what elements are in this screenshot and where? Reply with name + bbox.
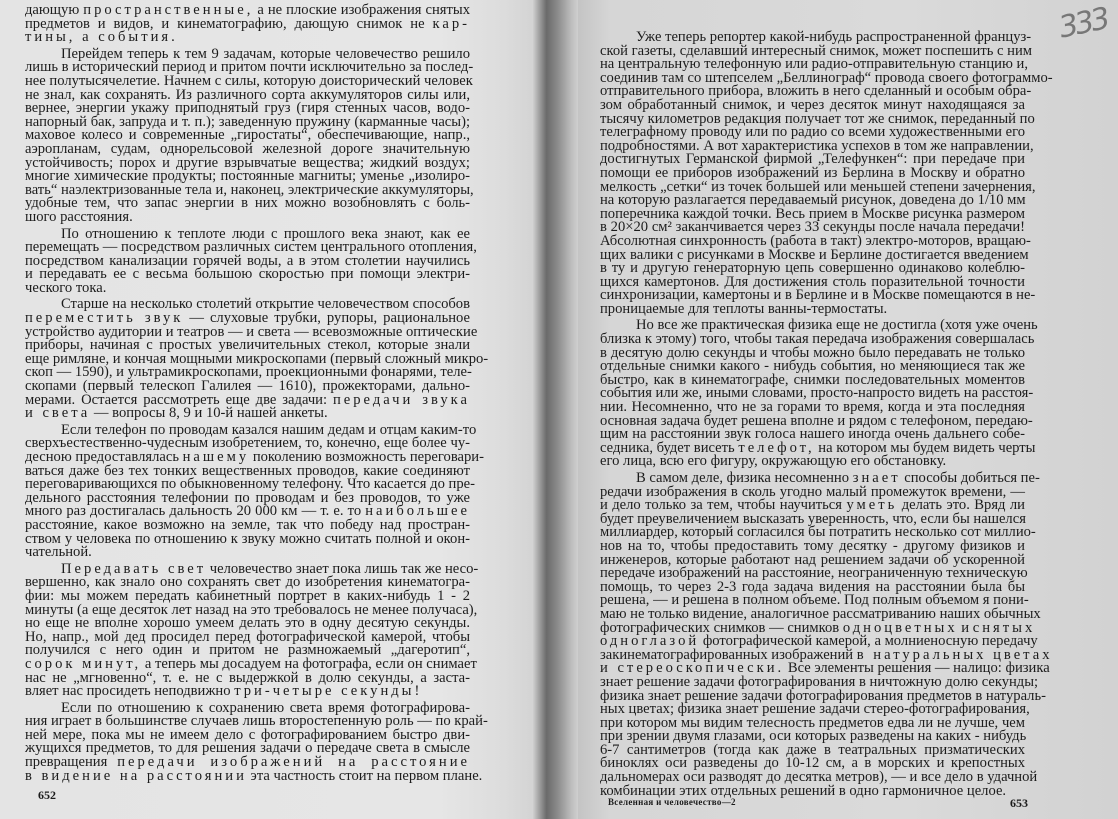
text-run: помощи ее приборов изображений из Берлина в Москву и обратно bbox=[600, 164, 1025, 181]
text-run: поперечника каждой точки. Весь прием в Москве рисунка размером bbox=[600, 205, 1025, 222]
text-run: Но все же практическая физика еще не достигла (хотя уже очень bbox=[636, 317, 1038, 334]
text-run: предметов и видов, и кинематографию, дающую снимок не bbox=[25, 15, 433, 32]
text-run: нас не „мгновенно“, т. е. не с выдержкой в долю секунды, а заста- bbox=[25, 669, 470, 686]
spaced-emphasis: переместить звук bbox=[25, 310, 184, 327]
text-run: — вопросы 8, 9 и 10-й нашей анкеты. bbox=[90, 405, 328, 422]
text-run: основная задача будет решена вполне и рядом с телефоном, передаю- bbox=[600, 412, 1033, 429]
text-run: маю не только видение, аналогичное рассматриванию наших обычных bbox=[600, 605, 1041, 622]
text-run: на котором мы будем видеть черты bbox=[814, 439, 1036, 456]
text-run: но еще не вполне хорошо умеем делать это в одну десятую секунды. bbox=[25, 615, 470, 632]
text-run: щих валики с рисунками в Москве и Берлине достигается введением bbox=[600, 246, 1029, 263]
text-run: скопами (первый телескоп Галилея — 1610), прожекторами, дально- bbox=[25, 378, 470, 395]
text-run: Но, напр., мой дед просидел перед фотографической камерой, чтобы bbox=[25, 628, 470, 645]
text-run: отдельные снимки какого - нибудь события, но меняющиеся так же bbox=[600, 358, 1025, 375]
spaced-emphasis: наибольшее bbox=[365, 503, 470, 520]
text-run: нов на то, чтобы предоставить тому десятку - другому физиков и bbox=[600, 537, 1025, 554]
text-line bbox=[25, 208, 470, 225]
spaced-emphasis: и стереоскопически. bbox=[600, 660, 785, 677]
spaced-emphasis: знает bbox=[852, 470, 901, 486]
text-run: ных цветах; физика знает решение задачи стерео-фотографирования, bbox=[600, 701, 1030, 718]
text-run: устойчивость; порох и другие взрывчатые вещества; жидкий воздух; bbox=[25, 154, 470, 171]
text-run: делать это. Вряд ли bbox=[897, 497, 1025, 514]
spaced-emphasis: телефот, bbox=[738, 439, 815, 456]
text-line bbox=[600, 300, 1025, 317]
text-run: сверхъестественно-чудесным изобретением, то, конечно, еще более чу- bbox=[25, 435, 470, 452]
text-run: помощь, то через 2-3 года задача видения на расстоянии была бы bbox=[600, 578, 1025, 595]
text-run: телеграфному проводу или по радио со всеми художественными его bbox=[600, 124, 1025, 141]
text-run: — слуховые трубки, рупоры, рациональное bbox=[183, 310, 470, 327]
text-line bbox=[25, 279, 470, 296]
right-page-text bbox=[600, 29, 1053, 799]
text-run: шого расстояния. bbox=[25, 208, 133, 225]
book-gutter bbox=[533, 0, 578, 819]
text-line bbox=[25, 407, 470, 421]
text-run: Старше на несколько столетий открытие человечеством способов bbox=[61, 296, 470, 313]
text-run: вершенно, как знало оно сохранять свет до изобретения кинематогра- bbox=[25, 574, 470, 591]
text-run: биноклях оси разведены до 10-12 см, а в морских и крепостных bbox=[600, 755, 1025, 772]
text-run: Уже теперь репортер какой-нибудь распространенной француз- bbox=[636, 29, 1032, 45]
text-run: расстояние, какое возможно на земле, так что победу над простран- bbox=[25, 516, 470, 533]
text-line bbox=[25, 31, 470, 45]
text-run: закинематографированных изображений bbox=[600, 646, 857, 663]
text-run: события или же, иными словами, просто-напросто видеть на расстоя- bbox=[600, 385, 1034, 402]
spaced-emphasis: в натуральных цветах bbox=[856, 646, 1053, 663]
text-run: чательной. bbox=[25, 544, 92, 561]
text-run: Все элементы решения — налицо: физика bbox=[784, 660, 1050, 677]
spaced-emphasis: передачи изображений на расстояние bbox=[117, 754, 470, 771]
text-run: эта частность стоит на первом плане. bbox=[246, 767, 483, 784]
text-run: минуты (а еще десяток лет назад на это требовалось не менее получаса), bbox=[25, 601, 478, 618]
text-run: скоп — 1590), и ультрамикроскопами, проекционными фонарями, теле- bbox=[25, 364, 472, 381]
spaced-emphasis: одноцветных bbox=[842, 619, 958, 636]
spaced-emphasis: три-четыре секунды! bbox=[234, 683, 423, 700]
footer-signature-title: Вселенная и человечество—2 bbox=[608, 797, 736, 807]
text-run: нии. Несомненно, что не за горами то время, когда и эта последняя bbox=[600, 399, 1025, 416]
text-run: способы добиться пе- bbox=[900, 470, 1040, 486]
text-run: аэропланам, судам, однорельсовой железной дороге значительную bbox=[25, 140, 470, 157]
text-run: ской газеты, сделавший интересный снимок, может поспешить с ним bbox=[600, 42, 1032, 59]
text-run: зом обработанный снимок, и через десяток минут находящаяся за bbox=[600, 96, 1025, 113]
text-run: комбинации этих отдельных решений в одно гармоничное целое. bbox=[600, 782, 1007, 799]
text-run: щим на расстоянии звук голоса нашего иногда очень дальнего собе- bbox=[600, 426, 1025, 443]
text-run: и bbox=[957, 619, 973, 636]
text-run: дельного расстояния телефонии по проводам и без проводов, то уже bbox=[25, 489, 470, 506]
handwritten-folio-number: 333 bbox=[1055, 1, 1111, 46]
text-run: физика знает решение задачи фотографирования предметов в натураль- bbox=[600, 687, 1046, 704]
text-run: По отношению к теплоте люди с прошлого века знают, как ее bbox=[61, 225, 470, 242]
text-run: фии: мы можем передать кабинетный портрет в каких-нибудь 1 - 2 bbox=[25, 587, 470, 604]
text-run: фотографических снимков — снимков bbox=[600, 619, 843, 636]
text-run: его лица, всю его фигуру, окружающую его обстановку. bbox=[600, 453, 947, 470]
text-run: при котором мы видим телесность предметов едва ли не лучше, чем bbox=[600, 714, 1025, 731]
text-run: тысячу километров редакция получает тот же снимок, переданный по bbox=[600, 110, 1035, 127]
text-run: знает решение задачи фотографирования в ничтожную долю секунды; bbox=[600, 673, 1039, 690]
text-run: перемещать — посредством различных систем центрального отопления, bbox=[25, 239, 477, 256]
text-run: решена, — и решена в полном объеме. Под полным объемом я пони- bbox=[600, 592, 1029, 609]
text-run: на центральную телефонную или радио-отправительную станцию и, bbox=[600, 56, 1028, 73]
text-run: близка к этому) того, чтобы такая передача изображения совершалась bbox=[600, 331, 1035, 348]
text-run: ством у человека по отношению к звуку можно считать полной и окон- bbox=[25, 530, 470, 547]
text-run: передаче изображений на расстояние, неограниченную техническую bbox=[600, 565, 1028, 582]
text-run: ваться даже без тех тонких вещественных проводов, какие соединяют bbox=[25, 462, 470, 479]
text-run: Перейдем теперь к тем 9 задачам, которые человечество решило bbox=[61, 45, 470, 62]
left-page bbox=[0, 0, 548, 819]
text-run: а теперь мы досадуем на фотографа, если он снимает bbox=[141, 655, 477, 672]
text-run: редачи изображения в сколь угодно малый промежуток времени, — bbox=[600, 483, 1025, 500]
text-run: вать“ наэлектризованные тела и, наконец, электрические аккумуляторы, bbox=[25, 181, 474, 198]
text-run: напорный бак, запруда и т. п.); заведенную пружину (карманные часы); bbox=[25, 113, 470, 130]
text-run: не знал, как сохранять. Из различного сорта аккумуляторов силы или, bbox=[25, 86, 470, 103]
text-run: приборы, начиная с простых увеличительных стекол, которые знали bbox=[25, 337, 470, 354]
text-line bbox=[25, 767, 483, 784]
text-run: мелкость „сетки“ из точек большей или меньшей степени зачернения, bbox=[600, 178, 1036, 195]
spaced-emphasis: снятых bbox=[972, 619, 1036, 636]
text-run: седника, будет висеть bbox=[600, 439, 739, 456]
text-run: дальномерах оси разводят до десятка метров), — и все дело в удачной bbox=[600, 769, 1038, 786]
text-run: фотографической камерой, а молниеносную передачу bbox=[699, 633, 1038, 650]
text-line bbox=[25, 546, 470, 560]
text-run: проницаемые для теплоты ванны-термостаты. bbox=[600, 300, 888, 317]
text-run: жущихся предметов, то для решения задачи о передаче света в смысле bbox=[25, 740, 470, 757]
text-run: Если по отношению к сохранению света время фотографирова- bbox=[61, 699, 470, 716]
text-run: нее полутысячелетие. Начнем с силы, которую доисторический человек bbox=[25, 72, 473, 89]
right-page bbox=[578, 0, 1118, 819]
text-run: инженеров, которые работают над решением задачи об ускоренной bbox=[600, 551, 1025, 568]
text-run: вляет нас просидеть неподвижно bbox=[25, 683, 235, 700]
text-run: мерами. Остается рассмотреть еще две задачи: bbox=[25, 391, 333, 408]
text-run: посредством канализации горячей воды, а в этом столетии научились bbox=[25, 252, 470, 269]
left-page-text bbox=[25, 2, 489, 784]
spaced-emphasis: одноглазой bbox=[600, 633, 700, 650]
text-run: в ту и другую генераторную цепь совершенно одинаково колеблю- bbox=[600, 260, 1025, 277]
text-run: много раз достигалась дальность 20 000 км — т. е. то bbox=[25, 503, 366, 520]
text-run: человечество знает пока лишь так же несо- bbox=[206, 560, 479, 577]
text-run: а не плоские изображения снятых bbox=[253, 2, 470, 18]
text-line bbox=[600, 455, 1025, 469]
text-run: превращения bbox=[25, 754, 118, 771]
text-run: поколению возможность переговари- bbox=[249, 449, 484, 465]
text-line bbox=[25, 685, 470, 699]
text-run: десною предоставлялась bbox=[25, 449, 183, 465]
text-run: маховое колесо и современные „гиростаты“, обеспечивающие, напр., bbox=[25, 127, 470, 144]
text-run: еще римляне, и кончая мощными микроскопами (первый сложный микро- bbox=[25, 350, 489, 367]
spaced-emphasis: сорок минут, bbox=[25, 655, 142, 672]
spaced-emphasis: уметь bbox=[846, 497, 898, 514]
text-run: и передавать ее с весьма большою скоростью при помощи электри- bbox=[25, 266, 470, 283]
spaced-emphasis: передачи звука bbox=[332, 391, 470, 408]
text-run: получился с него один и притом не размножаемый „дагеротип“, bbox=[25, 642, 470, 659]
text-run: в 20×20 см² заканчивается через 33 секунды после начала передачи! bbox=[600, 219, 1025, 236]
text-run: ческого тока. bbox=[25, 279, 107, 296]
text-run: и дело только за тем, чтобы научиться bbox=[600, 497, 847, 514]
text-run: щихся камертонов. Для достижения столь поразительной точности bbox=[600, 273, 1025, 290]
page-number: 652 bbox=[38, 788, 56, 802]
text-run: будет преувеличением высказать уверенность, что, если бы нашелся bbox=[600, 510, 1026, 527]
text-run: 6-7 сантиметров (тогда как даже в театральных призматических bbox=[600, 741, 1025, 758]
spaced-emphasis: Передавать свет bbox=[61, 560, 207, 577]
text-run: многие химические продукты; постоянные магниты; уменье „изолиро- bbox=[25, 168, 470, 185]
text-run: переговаривающихся по обыкновенному телефону. Что касается до пре- bbox=[25, 476, 475, 493]
text-run: Абсолютная синхронность (работа в такт) электро-моторов, вращаю- bbox=[600, 232, 1031, 249]
spaced-emphasis: кар- bbox=[432, 15, 470, 32]
text-run: миллиардер, который согласился бы потратить несколько сот миллио- bbox=[600, 524, 1036, 541]
text-run: при зрении двумя глазами, оси которых разведены на каких - нибудь bbox=[600, 728, 1027, 745]
spaced-emphasis: пространственные, bbox=[83, 2, 254, 18]
text-run: Если телефон по проводам казался нашим дедам и отцам каким-то bbox=[61, 421, 477, 438]
text-run: вернее, энергии укажу приподнятый груз (гиря стенных часов, водо- bbox=[25, 100, 470, 117]
text-run: удобные тем, что запас энергии в них можно возобновлять с боль- bbox=[25, 195, 470, 212]
spaced-emphasis: в видение на расстоянии bbox=[25, 767, 247, 784]
text-run: подробностями. А вот характеристика успехов в том же направлении, bbox=[600, 137, 1034, 154]
spaced-emphasis: и света bbox=[25, 405, 91, 422]
text-run: соединив там со штепселем „Беллинограф“ провода своего фотограммо- bbox=[600, 69, 1053, 86]
text-run: устройство аудитории и театров — и света — всевозможные оптические bbox=[25, 323, 478, 340]
page-number: 653 bbox=[1010, 796, 1028, 810]
text-run: в десятую долю секунды и чтобы можно было передавать не только bbox=[600, 344, 1025, 361]
text-run: быстро, как в кинематографе, снимки последовательных моментов bbox=[600, 371, 1025, 388]
text-run: ней мере, пока мы не имеем дело с фотографированием быстро дви- bbox=[25, 726, 470, 743]
spaced-emphasis: нашему bbox=[182, 449, 250, 465]
text-run: лишь в исторический период и притом почти исключительно за послед- bbox=[25, 59, 474, 76]
text-run: синхронизации, камертоны и в Берлине и в Москве помещаются в не- bbox=[600, 287, 1036, 304]
text-run: достигнутых Германской фирмой „Телефункен“: при передаче при bbox=[600, 151, 1025, 168]
spaced-emphasis: тины, а события. bbox=[25, 29, 178, 46]
text-run: отправительного прибора, вложить в него сделанный и особым обра- bbox=[600, 83, 1032, 100]
text-run: дающую bbox=[25, 2, 84, 18]
text-run: В самом деле, физика несомненно bbox=[636, 470, 853, 486]
text-run: на которую разлагается передаваемый рисунок, доведена до 1/10 мм bbox=[600, 192, 1026, 209]
text-run: ния играет в большинстве случаев лишь второстепенную роль — по край- bbox=[25, 713, 488, 730]
